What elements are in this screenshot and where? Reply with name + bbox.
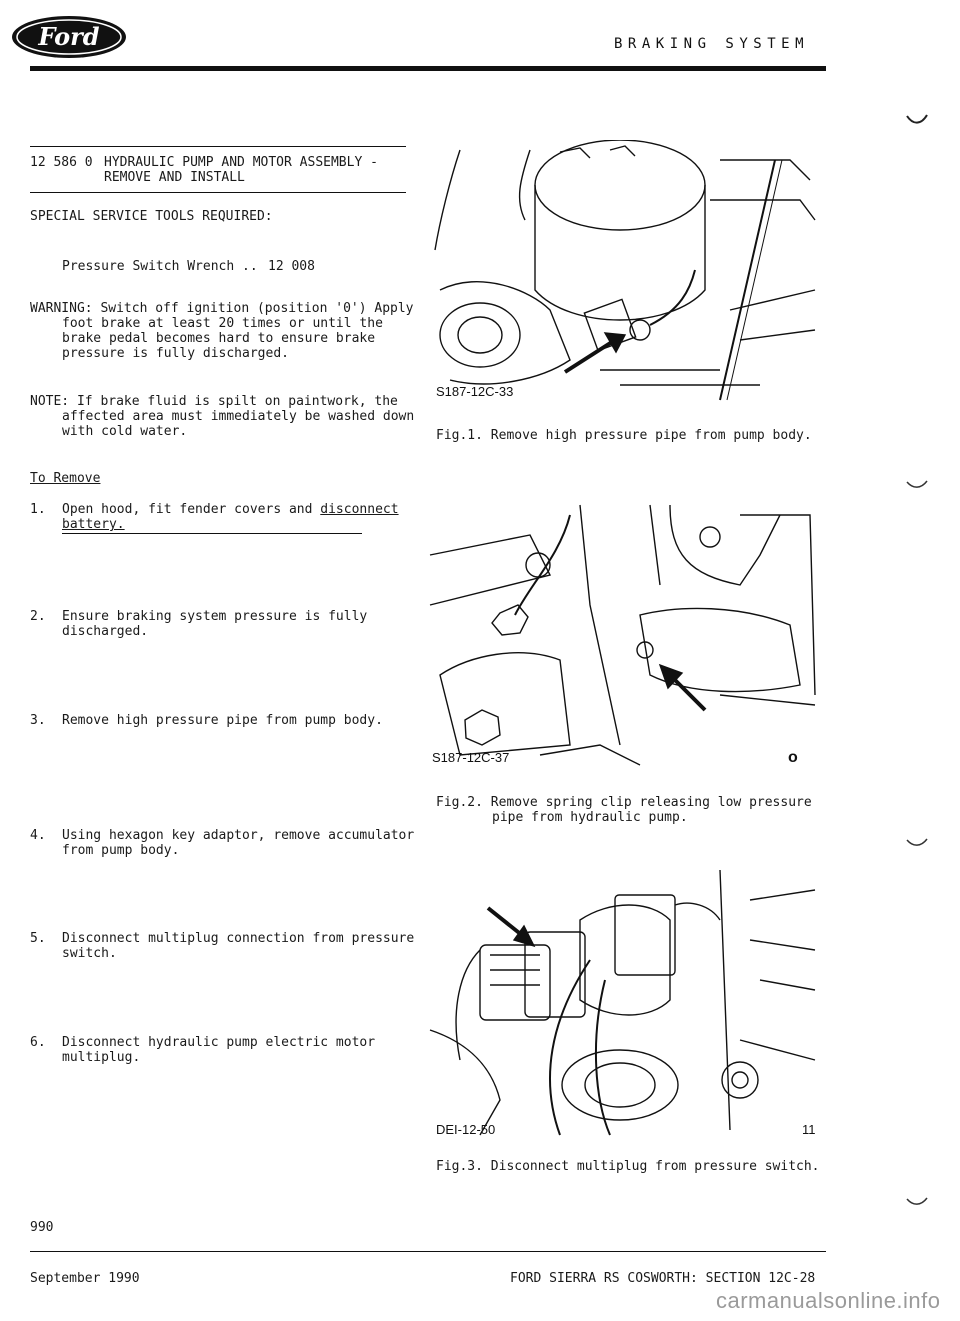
footer-rule bbox=[30, 1251, 826, 1252]
title-top-rule bbox=[30, 146, 406, 147]
step-2-line-1: Ensure braking system pressure is fully bbox=[62, 609, 368, 624]
figure-3-corner-mark: 11 bbox=[802, 1122, 816, 1137]
step-3-number: 3. bbox=[30, 713, 46, 728]
figure-3-illustration bbox=[420, 860, 820, 1140]
step-1-line-1 bbox=[62, 502, 399, 517]
step-5-line-1: Disconnect multiplug connection from pressure bbox=[62, 931, 415, 946]
figure-2-ref: S187-12C-37 bbox=[432, 750, 510, 765]
step-1-line-2: battery. bbox=[62, 517, 125, 532]
footer-section: FORD SIERRA RS COSWORTH: SECTION 12C-28 bbox=[510, 1271, 816, 1286]
ford-logo bbox=[10, 14, 128, 60]
step-1-underline-rule bbox=[62, 533, 362, 534]
warning-line-4: pressure is fully discharged. bbox=[62, 346, 289, 361]
figure-2-caption-1: Fig.2. Remove spring clip releasing low pressure bbox=[436, 795, 812, 810]
watermark: carmanualsonline.info bbox=[716, 1288, 941, 1313]
figure-2-illustration bbox=[420, 495, 820, 770]
binding-mark-1 bbox=[905, 112, 929, 131]
figure-1-illustration bbox=[420, 140, 820, 402]
step-4-line-1: Using hexagon key adaptor, remove accumulator bbox=[62, 828, 415, 843]
procedure-title-2: REMOVE AND INSTALL bbox=[104, 170, 245, 185]
binding-mark-4 bbox=[905, 1195, 929, 1214]
step-6-number: 6. bbox=[30, 1035, 46, 1050]
step-4-number: 4. bbox=[30, 828, 46, 843]
step-1-number: 1. bbox=[30, 502, 46, 517]
footer-date: September 1990 bbox=[30, 1271, 140, 1286]
title-bottom-rule bbox=[30, 192, 406, 193]
warning-line-3: brake pedal becomes hard to ensure brake bbox=[62, 331, 376, 346]
step-5-number: 5. bbox=[30, 931, 46, 946]
step-5-line-2: switch. bbox=[62, 946, 117, 961]
step-6-line-1: Disconnect hydraulic pump electric motor bbox=[62, 1035, 376, 1050]
tools-heading: SPECIAL SERVICE TOOLS REQUIRED: bbox=[30, 209, 273, 224]
page-number: 990 bbox=[30, 1220, 54, 1235]
step-1-underlined: disconnect bbox=[320, 502, 399, 517]
step-2-line-2: discharged. bbox=[62, 624, 149, 639]
warning-line-1: WARNING: Switch off ignition (position '0') Apply bbox=[30, 301, 414, 316]
figure-2-circle-mark: o bbox=[788, 749, 798, 766]
tool-number: 12 008 bbox=[268, 259, 315, 274]
figure-2-caption-2: pipe from hydraulic pump. bbox=[492, 810, 688, 825]
step-1-text: Open hood, fit fender covers and bbox=[62, 502, 313, 517]
figure-3-ref: DEI-12-50 bbox=[436, 1122, 496, 1137]
figure-1-ref: S187-12C-33 bbox=[436, 384, 514, 399]
header-rule bbox=[30, 66, 826, 71]
warning-line-2: foot brake at least 20 times or until the bbox=[62, 316, 383, 331]
step-4-line-2: from pump body. bbox=[62, 843, 180, 858]
note-line-3: with cold water. bbox=[62, 424, 188, 439]
binding-mark-3 bbox=[905, 836, 929, 855]
ford-logo-text: Ford bbox=[38, 22, 100, 51]
note-line-2: affected area must immediately be washed down bbox=[62, 409, 415, 424]
figure-1-caption: Fig.1. Remove high pressure pipe from pump body. bbox=[436, 428, 812, 443]
note-line-1: NOTE: If brake fluid is spilt on paintwork, the bbox=[30, 394, 398, 409]
procedure-code: 12 586 0 bbox=[30, 155, 93, 170]
to-remove-heading: To Remove bbox=[30, 471, 101, 486]
step-2-number: 2. bbox=[30, 609, 46, 624]
tool-name: Pressure Switch Wrench .. bbox=[62, 259, 258, 274]
step-6-line-2: multiplug. bbox=[62, 1050, 141, 1065]
section-title: BRAKING SYSTEM bbox=[614, 36, 810, 52]
step-3-line-1: Remove high pressure pipe from pump body. bbox=[62, 713, 383, 728]
figure-3-caption: Fig.3. Disconnect multiplug from pressure switch. bbox=[436, 1159, 820, 1174]
procedure-title-1: HYDRAULIC PUMP AND MOTOR ASSEMBLY - bbox=[104, 155, 378, 170]
binding-mark-2 bbox=[905, 478, 929, 497]
